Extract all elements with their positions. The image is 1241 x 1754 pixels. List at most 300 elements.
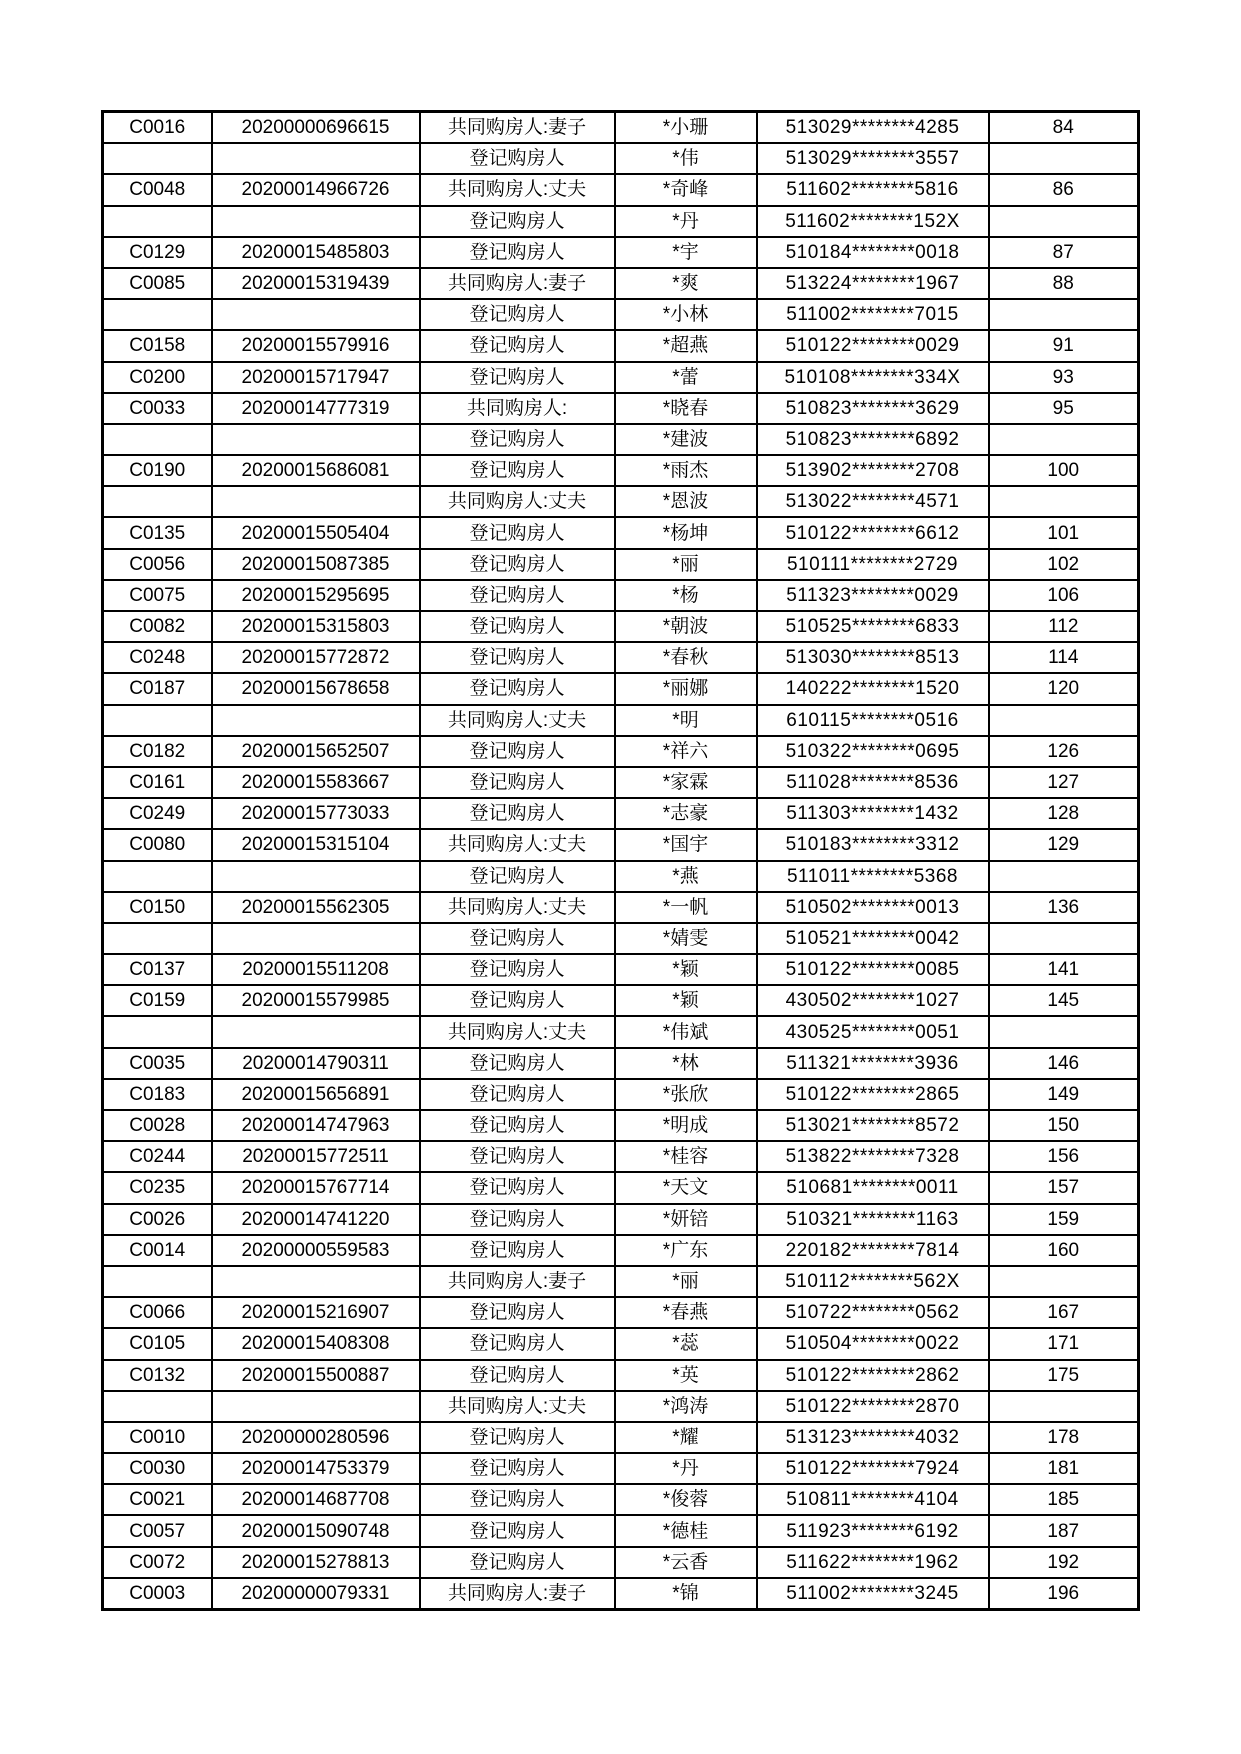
cell-sequence-number: 185 — [989, 1484, 1139, 1515]
cell-id-number: 513029********4285 — [757, 112, 989, 144]
cell-buyer-code: C0056 — [103, 549, 212, 580]
cell-registration-number: 20200015278813 — [212, 1547, 420, 1578]
cell-buyer-code: C0003 — [103, 1578, 212, 1610]
cell-buyer-name: *春燕 — [615, 1297, 757, 1328]
cell-sequence-number: 87 — [989, 237, 1139, 268]
cell-buyer-role: 共同购房人:丈夫 — [420, 1016, 615, 1047]
cell-buyer-name: *朝波 — [615, 611, 757, 642]
cell-sequence-number: 149 — [989, 1079, 1139, 1110]
cell-registration-number — [212, 424, 420, 455]
table-row — [103, 580, 1139, 611]
table-row — [103, 486, 1139, 517]
cell-buyer-name: *伟 — [615, 143, 757, 174]
cell-id-number: 510112********562X — [757, 1266, 989, 1297]
cell-id-number: 511002********7015 — [757, 299, 989, 330]
cell-id-number: 513030********8513 — [757, 642, 989, 673]
cell-registration-number: 20200015319439 — [212, 268, 420, 299]
cell-buyer-code — [103, 143, 212, 174]
cell-sequence-number — [989, 1016, 1139, 1047]
cell-sequence-number: 136 — [989, 892, 1139, 923]
cell-registration-number: 20200015652507 — [212, 736, 420, 767]
cell-id-number: 510122********6612 — [757, 517, 989, 548]
cell-id-number: 511602********152X — [757, 206, 989, 237]
cell-buyer-name: *婧雯 — [615, 923, 757, 954]
cell-buyer-name: *颖 — [615, 954, 757, 985]
cell-buyer-name: *春秋 — [615, 642, 757, 673]
table-row — [103, 299, 1139, 330]
cell-id-number: 510722********0562 — [757, 1297, 989, 1328]
cell-id-number: 511602********5816 — [757, 174, 989, 205]
table-row — [103, 798, 1139, 829]
cell-buyer-code: C0035 — [103, 1048, 212, 1079]
cell-registration-number: 20200014747963 — [212, 1110, 420, 1141]
cell-sequence-number: 114 — [989, 642, 1139, 673]
cell-buyer-name: *建波 — [615, 424, 757, 455]
table-row — [103, 112, 1139, 144]
cell-buyer-role: 登记购房人 — [420, 1484, 615, 1515]
cell-sequence-number: 146 — [989, 1048, 1139, 1079]
cell-buyer-name: *林 — [615, 1048, 757, 1079]
cell-buyer-role: 登记购房人 — [420, 1422, 615, 1453]
cell-buyer-code: C0137 — [103, 954, 212, 985]
table-row — [103, 736, 1139, 767]
cell-registration-number: 20200015087385 — [212, 549, 420, 580]
cell-id-number: 511622********1962 — [757, 1547, 989, 1578]
table-row — [103, 393, 1139, 424]
cell-registration-number: 20200015315803 — [212, 611, 420, 642]
cell-buyer-code — [103, 299, 212, 330]
cell-buyer-code — [103, 206, 212, 237]
cell-id-number: 510184********0018 — [757, 237, 989, 268]
cell-buyer-role: 登记购房人 — [420, 736, 615, 767]
cell-buyer-code: C0158 — [103, 330, 212, 361]
table-row — [103, 206, 1139, 237]
cell-buyer-code: C0235 — [103, 1172, 212, 1203]
cell-buyer-code: C0026 — [103, 1204, 212, 1235]
cell-buyer-name: *丹 — [615, 206, 757, 237]
cell-registration-number — [212, 143, 420, 174]
cell-id-number: 510521********0042 — [757, 923, 989, 954]
cell-registration-number: 20200014741220 — [212, 1204, 420, 1235]
cell-buyer-name: *小林 — [615, 299, 757, 330]
table-row — [103, 1578, 1139, 1610]
cell-id-number: 513022********4571 — [757, 486, 989, 517]
cell-buyer-role: 共同购房人:丈夫 — [420, 705, 615, 736]
cell-buyer-code: C0016 — [103, 112, 212, 144]
cell-registration-number: 20200015315104 — [212, 829, 420, 860]
cell-registration-number — [212, 1016, 420, 1047]
cell-registration-number: 20200015216907 — [212, 1297, 420, 1328]
cell-id-number: 510525********6833 — [757, 611, 989, 642]
cell-registration-number: 20200014790311 — [212, 1048, 420, 1079]
cell-sequence-number: 91 — [989, 330, 1139, 361]
cell-buyer-role: 登记购房人 — [420, 1141, 615, 1172]
cell-registration-number: 20200000280596 — [212, 1422, 420, 1453]
cell-buyer-role: 登记购房人 — [420, 299, 615, 330]
cell-registration-number: 20200015505404 — [212, 517, 420, 548]
cell-id-number: 510122********2865 — [757, 1079, 989, 1110]
cell-sequence-number: 181 — [989, 1453, 1139, 1484]
cell-sequence-number: 126 — [989, 736, 1139, 767]
cell-id-number: 510183********3312 — [757, 829, 989, 860]
cell-id-number: 510108********334X — [757, 362, 989, 393]
cell-sequence-number: 175 — [989, 1360, 1139, 1391]
cell-buyer-role: 登记购房人 — [420, 861, 615, 892]
cell-id-number: 510504********0022 — [757, 1328, 989, 1359]
cell-sequence-number — [989, 486, 1139, 517]
cell-buyer-role: 登记购房人 — [420, 362, 615, 393]
cell-sequence-number: 157 — [989, 1172, 1139, 1203]
cell-buyer-name: *宇 — [615, 237, 757, 268]
cell-buyer-code — [103, 1266, 212, 1297]
table-row — [103, 861, 1139, 892]
cell-buyer-name: *云香 — [615, 1547, 757, 1578]
cell-buyer-role: 登记购房人 — [420, 954, 615, 985]
cell-buyer-role: 登记购房人 — [420, 237, 615, 268]
cell-id-number: 510122********2870 — [757, 1391, 989, 1422]
cell-buyer-name: *杨 — [615, 580, 757, 611]
cell-buyer-code: C0072 — [103, 1547, 212, 1578]
cell-registration-number — [212, 1391, 420, 1422]
cell-buyer-code: C0085 — [103, 268, 212, 299]
cell-id-number: 513021********8572 — [757, 1110, 989, 1141]
cell-sequence-number: 187 — [989, 1515, 1139, 1546]
cell-buyer-name: *丹 — [615, 1453, 757, 1484]
cell-buyer-role: 登记购房人 — [420, 1048, 615, 1079]
cell-sequence-number: 192 — [989, 1547, 1139, 1578]
cell-buyer-name: *桂容 — [615, 1141, 757, 1172]
table-row — [103, 923, 1139, 954]
cell-id-number: 220182********7814 — [757, 1235, 989, 1266]
cell-buyer-name: *张欣 — [615, 1079, 757, 1110]
cell-sequence-number: 141 — [989, 954, 1139, 985]
cell-buyer-name: *丽娜 — [615, 673, 757, 704]
cell-registration-number: 20200014753379 — [212, 1453, 420, 1484]
buyers-table-body — [103, 112, 1139, 1610]
table-row — [103, 1266, 1139, 1297]
cell-sequence-number: 127 — [989, 767, 1139, 798]
cell-buyer-role: 共同购房人:丈夫 — [420, 174, 615, 205]
cell-buyer-role: 共同购房人:妻子 — [420, 268, 615, 299]
cell-sequence-number: 100 — [989, 455, 1139, 486]
cell-buyer-role: 登记购房人 — [420, 767, 615, 798]
cell-buyer-role: 共同购房人: — [420, 393, 615, 424]
cell-buyer-name: *伟斌 — [615, 1016, 757, 1047]
table-row — [103, 954, 1139, 985]
cell-buyer-code: C0200 — [103, 362, 212, 393]
cell-buyer-name: *燕 — [615, 861, 757, 892]
buyers-table — [101, 110, 1140, 1611]
cell-buyer-name: *志豪 — [615, 798, 757, 829]
cell-id-number: 140222********1520 — [757, 673, 989, 704]
cell-sequence-number: 102 — [989, 549, 1139, 580]
cell-id-number: 510502********0013 — [757, 892, 989, 923]
cell-sequence-number: 129 — [989, 829, 1139, 860]
cell-registration-number — [212, 861, 420, 892]
cell-buyer-name: *超燕 — [615, 330, 757, 361]
cell-buyer-role: 登记购房人 — [420, 455, 615, 486]
cell-buyer-name: *晓春 — [615, 393, 757, 424]
cell-buyer-name: *锦 — [615, 1578, 757, 1610]
table-row — [103, 424, 1139, 455]
cell-buyer-code: C0150 — [103, 892, 212, 923]
table-row — [103, 1360, 1139, 1391]
cell-registration-number: 20200015579916 — [212, 330, 420, 361]
cell-sequence-number: 156 — [989, 1141, 1139, 1172]
cell-buyer-code: C0021 — [103, 1484, 212, 1515]
cell-id-number: 430525********0051 — [757, 1016, 989, 1047]
cell-id-number: 511011********5368 — [757, 861, 989, 892]
cell-buyer-name: *广东 — [615, 1235, 757, 1266]
cell-buyer-code: C0075 — [103, 580, 212, 611]
cell-buyer-role: 登记购房人 — [420, 1360, 615, 1391]
cell-buyer-code: C0132 — [103, 1360, 212, 1391]
table-row — [103, 1235, 1139, 1266]
cell-buyer-role: 登记购房人 — [420, 1172, 615, 1203]
cell-buyer-role: 登记购房人 — [420, 1515, 615, 1546]
table-row — [103, 517, 1139, 548]
cell-buyer-code: C0028 — [103, 1110, 212, 1141]
table-row — [103, 611, 1139, 642]
cell-buyer-name: *国宇 — [615, 829, 757, 860]
cell-sequence-number: 171 — [989, 1328, 1139, 1359]
cell-sequence-number: 167 — [989, 1297, 1139, 1328]
cell-buyer-role: 共同购房人:妻子 — [420, 1578, 615, 1610]
cell-id-number: 511321********3936 — [757, 1048, 989, 1079]
cell-registration-number: 20200015485803 — [212, 237, 420, 268]
cell-registration-number: 20200015295695 — [212, 580, 420, 611]
cell-buyer-code: C0057 — [103, 1515, 212, 1546]
table-row — [103, 1204, 1139, 1235]
table-row — [103, 549, 1139, 580]
table-row — [103, 174, 1139, 205]
cell-sequence-number — [989, 1266, 1139, 1297]
table-row — [103, 237, 1139, 268]
cell-buyer-code: C0248 — [103, 642, 212, 673]
cell-buyer-role: 登记购房人 — [420, 1297, 615, 1328]
cell-buyer-role: 共同购房人:丈夫 — [420, 1391, 615, 1422]
cell-buyer-code: C0105 — [103, 1328, 212, 1359]
cell-buyer-name: *小珊 — [615, 112, 757, 144]
cell-buyer-name: *明 — [615, 705, 757, 736]
cell-id-number: 510681********0011 — [757, 1172, 989, 1203]
cell-buyer-role: 登记购房人 — [420, 798, 615, 829]
cell-buyer-name: *丽 — [615, 549, 757, 580]
table-row — [103, 642, 1139, 673]
cell-id-number: 510111********2729 — [757, 549, 989, 580]
cell-id-number: 513902********2708 — [757, 455, 989, 486]
cell-buyer-code: C0182 — [103, 736, 212, 767]
cell-sequence-number: 86 — [989, 174, 1139, 205]
cell-registration-number: 20200015562305 — [212, 892, 420, 923]
cell-buyer-role: 登记购房人 — [420, 517, 615, 548]
cell-buyer-role: 登记购房人 — [420, 1453, 615, 1484]
cell-buyer-name: *妍锫 — [615, 1204, 757, 1235]
cell-registration-number: 20200015678658 — [212, 673, 420, 704]
cell-sequence-number: 101 — [989, 517, 1139, 548]
cell-buyer-name: *雨杰 — [615, 455, 757, 486]
cell-sequence-number: 88 — [989, 268, 1139, 299]
cell-buyer-role: 登记购房人 — [420, 1547, 615, 1578]
cell-buyer-name: *颖 — [615, 985, 757, 1016]
cell-buyer-role: 共同购房人:丈夫 — [420, 486, 615, 517]
cell-buyer-code: C0135 — [103, 517, 212, 548]
cell-sequence-number: 150 — [989, 1110, 1139, 1141]
cell-buyer-role: 共同购房人:妻子 — [420, 112, 615, 144]
table-row — [103, 767, 1139, 798]
table-row — [103, 1048, 1139, 1079]
cell-buyer-code: C0129 — [103, 237, 212, 268]
cell-buyer-role: 登记购房人 — [420, 143, 615, 174]
cell-buyer-role: 登记购房人 — [420, 642, 615, 673]
table-row — [103, 1391, 1139, 1422]
table-row — [103, 705, 1139, 736]
cell-buyer-role: 登记购房人 — [420, 673, 615, 704]
cell-sequence-number: 95 — [989, 393, 1139, 424]
cell-id-number: 430502********1027 — [757, 985, 989, 1016]
cell-buyer-code — [103, 1016, 212, 1047]
cell-buyer-code: C0159 — [103, 985, 212, 1016]
cell-buyer-code: C0244 — [103, 1141, 212, 1172]
cell-sequence-number — [989, 1391, 1139, 1422]
cell-buyer-code: C0066 — [103, 1297, 212, 1328]
cell-sequence-number: 145 — [989, 985, 1139, 1016]
cell-sequence-number — [989, 861, 1139, 892]
cell-buyer-code: C0014 — [103, 1235, 212, 1266]
cell-registration-number: 20200015500887 — [212, 1360, 420, 1391]
cell-sequence-number — [989, 923, 1139, 954]
cell-buyer-code: C0190 — [103, 455, 212, 486]
cell-registration-number: 20200015408308 — [212, 1328, 420, 1359]
cell-id-number: 610115********0516 — [757, 705, 989, 736]
cell-buyer-role: 登记购房人 — [420, 1079, 615, 1110]
cell-id-number: 513123********4032 — [757, 1422, 989, 1453]
cell-buyer-role: 登记购房人 — [420, 580, 615, 611]
cell-registration-number: 20200000559583 — [212, 1235, 420, 1266]
cell-buyer-code — [103, 861, 212, 892]
cell-id-number: 511323********0029 — [757, 580, 989, 611]
cell-id-number: 513822********7328 — [757, 1141, 989, 1172]
cell-sequence-number: 128 — [989, 798, 1139, 829]
cell-buyer-role: 登记购房人 — [420, 1204, 615, 1235]
cell-id-number: 511002********3245 — [757, 1578, 989, 1610]
cell-buyer-role: 共同购房人:丈夫 — [420, 829, 615, 860]
table-row — [103, 330, 1139, 361]
cell-id-number: 510122********2862 — [757, 1360, 989, 1391]
cell-buyer-code: C0010 — [103, 1422, 212, 1453]
cell-buyer-code — [103, 923, 212, 954]
cell-registration-number: 20200015717947 — [212, 362, 420, 393]
cell-id-number: 510321********1163 — [757, 1204, 989, 1235]
cell-buyer-name: *一帆 — [615, 892, 757, 923]
cell-buyer-name: *爽 — [615, 268, 757, 299]
cell-buyer-name: *蕾 — [615, 362, 757, 393]
cell-id-number: 511303********1432 — [757, 798, 989, 829]
cell-id-number: 510322********0695 — [757, 736, 989, 767]
table-row — [103, 1079, 1139, 1110]
cell-id-number: 510122********0085 — [757, 954, 989, 985]
table-row — [103, 1484, 1139, 1515]
table-row — [103, 455, 1139, 486]
cell-buyer-code: C0030 — [103, 1453, 212, 1484]
cell-buyer-name: *杨坤 — [615, 517, 757, 548]
cell-id-number: 510823********3629 — [757, 393, 989, 424]
table-row — [103, 1141, 1139, 1172]
cell-registration-number: 20200014966726 — [212, 174, 420, 205]
cell-buyer-code: C0033 — [103, 393, 212, 424]
table-row — [103, 1422, 1139, 1453]
cell-registration-number: 20200015656891 — [212, 1079, 420, 1110]
cell-buyer-name: *祥六 — [615, 736, 757, 767]
cell-buyer-role: 登记购房人 — [420, 206, 615, 237]
table-row — [103, 1547, 1139, 1578]
cell-sequence-number: 84 — [989, 112, 1139, 144]
table-row — [103, 143, 1139, 174]
cell-buyer-code: C0048 — [103, 174, 212, 205]
cell-id-number: 513029********3557 — [757, 143, 989, 174]
cell-buyer-name: *奇峰 — [615, 174, 757, 205]
cell-id-number: 510122********0029 — [757, 330, 989, 361]
cell-buyer-role: 登记购房人 — [420, 1235, 615, 1266]
cell-buyer-name: *耀 — [615, 1422, 757, 1453]
table-row — [103, 362, 1139, 393]
cell-registration-number: 20200014687708 — [212, 1484, 420, 1515]
cell-buyer-code — [103, 424, 212, 455]
table-row — [103, 1172, 1139, 1203]
cell-buyer-name: *鸿涛 — [615, 1391, 757, 1422]
cell-buyer-role: 登记购房人 — [420, 985, 615, 1016]
table-row — [103, 1328, 1139, 1359]
cell-buyer-code — [103, 486, 212, 517]
cell-sequence-number — [989, 143, 1139, 174]
cell-buyer-role: 登记购房人 — [420, 1110, 615, 1141]
cell-sequence-number — [989, 299, 1139, 330]
cell-registration-number: 20200014777319 — [212, 393, 420, 424]
cell-buyer-code: C0082 — [103, 611, 212, 642]
cell-sequence-number: 120 — [989, 673, 1139, 704]
cell-sequence-number: 93 — [989, 362, 1139, 393]
cell-buyer-code — [103, 1391, 212, 1422]
cell-registration-number: 20200015772511 — [212, 1141, 420, 1172]
cell-buyer-code — [103, 705, 212, 736]
cell-registration-number: 20200015579985 — [212, 985, 420, 1016]
cell-buyer-name: *家霖 — [615, 767, 757, 798]
cell-id-number: 510122********7924 — [757, 1453, 989, 1484]
table-row — [103, 1016, 1139, 1047]
cell-buyer-name: *天文 — [615, 1172, 757, 1203]
cell-registration-number: 20200000079331 — [212, 1578, 420, 1610]
cell-buyer-code: C0183 — [103, 1079, 212, 1110]
cell-buyer-name: *英 — [615, 1360, 757, 1391]
cell-buyer-role: 共同购房人:丈夫 — [420, 892, 615, 923]
cell-buyer-code: C0249 — [103, 798, 212, 829]
table-row — [103, 892, 1139, 923]
cell-buyer-name: *丽 — [615, 1266, 757, 1297]
cell-buyer-code: C0187 — [103, 673, 212, 704]
cell-registration-number — [212, 206, 420, 237]
cell-registration-number: 20200015773033 — [212, 798, 420, 829]
cell-registration-number — [212, 1266, 420, 1297]
cell-sequence-number: 106 — [989, 580, 1139, 611]
cell-id-number: 513224********1967 — [757, 268, 989, 299]
cell-registration-number — [212, 486, 420, 517]
cell-sequence-number — [989, 705, 1139, 736]
cell-id-number: 510811********4104 — [757, 1484, 989, 1515]
cell-buyer-name: *明成 — [615, 1110, 757, 1141]
cell-id-number: 511923********6192 — [757, 1515, 989, 1546]
cell-registration-number: 20200015511208 — [212, 954, 420, 985]
table-row — [103, 1110, 1139, 1141]
